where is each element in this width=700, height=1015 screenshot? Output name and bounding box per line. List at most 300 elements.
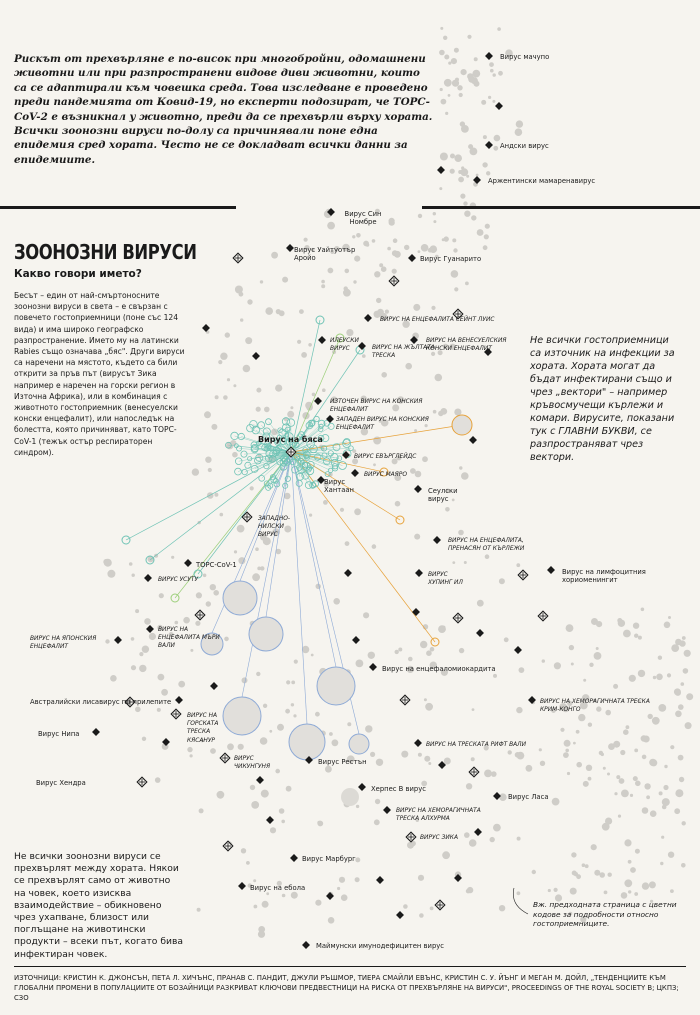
label-st-louis: ВИРУС НА ЕНЦЕФАЛИТА СЕЙНТ ЛУИС: [380, 317, 495, 323]
host-dot: [321, 284, 325, 288]
host-dot: [648, 714, 653, 719]
host-dot: [381, 266, 387, 272]
host-dot: [260, 737, 268, 745]
sources-credit: ИЗТОЧНИЦИ: КРИСТИН К. ДЖОНСЪН, ПЕТА Л. ХИЧЪНС, ПРАНАВ С. ПАНДИТ, ДЖУЛИ РЪШМОР, ТИЕРА СМАЙЛИ ЕВЪНС, КРИСТИН С. У. ЙЪНГ И МЕГАН М. ДОЙЛ, „ТЕНДЕНЦИИТЕ КЪМ ГЛОБАЛНИ ПРОМЕНИ В ПОПУЛАЦИИТЕ ОТ БОЗАЙНИЦИ РАЗКРИВАТ КЛЮЧОВИ ПРЕДВЕСТНИЦИ НА РИСКА ОТ ПРЕХВЪРЛЯНЕ НА ВИРУСИ", PROCEEDINGS OF THE ROYAL SOCIETY B; ЦКПЗ; СЗО: [14, 966, 686, 1003]
host-dot: [516, 563, 520, 567]
host-dot: [668, 616, 671, 619]
host-dot: [365, 725, 372, 732]
host-dot: [286, 680, 290, 684]
host-dot: [681, 682, 685, 686]
host-dot: [635, 849, 640, 854]
host-dot: [460, 194, 465, 199]
host-dot: [464, 832, 470, 838]
label-rvf: ВИРУС НА ТРЕСКАТА РИФТ ВАЛИ: [426, 742, 527, 748]
host-dot: [630, 794, 633, 797]
host-dot: [404, 245, 409, 250]
host-dot: [464, 561, 467, 564]
host-dot: [678, 755, 684, 761]
host-dot: [459, 466, 462, 469]
label-jev: ВИРУС НА ЯПОНСКИЯ ЕНЦЕФАЛИТ: [30, 636, 97, 651]
host-dot: [465, 282, 469, 286]
host-dot: [682, 821, 686, 825]
host-dot: [241, 848, 246, 853]
host-dot: [374, 819, 380, 825]
virus-marker: [383, 806, 391, 814]
virus-marker: [364, 314, 372, 322]
host-dot: [256, 388, 261, 393]
host-dot: [450, 169, 455, 174]
host-dot: [261, 790, 269, 798]
label-abl: Австралийски лисавирус по прилепите: [30, 698, 172, 706]
host-dot: [474, 57, 478, 61]
virus-marker: [376, 876, 384, 884]
host-dot: [178, 681, 185, 688]
host-dot: [493, 146, 498, 151]
host-dot: [457, 85, 462, 90]
host-dot: [618, 815, 621, 818]
host-dot: [619, 778, 625, 784]
virus-marker: [144, 574, 152, 582]
virus-marker: [326, 415, 334, 423]
host-dot: [458, 530, 464, 536]
host-dot: [413, 304, 420, 311]
host-dot: [190, 754, 193, 757]
host-dot: [445, 112, 448, 115]
host-node-large: [249, 617, 283, 651]
host-dot: [678, 704, 684, 710]
host-dot: [238, 744, 244, 750]
host-dot: [493, 73, 496, 76]
host-dot: [675, 711, 682, 718]
host-dot: [247, 299, 252, 304]
host-dot: [139, 652, 143, 656]
host-dot: [476, 174, 479, 177]
virus-marker: [352, 636, 360, 644]
host-dot: [366, 243, 370, 247]
virus-marker: [318, 336, 326, 344]
host-dot: [260, 280, 263, 283]
host-dot: [381, 372, 387, 378]
host-dot: [422, 456, 428, 462]
transmission-note: Не всички зоонозни вируси се прехвърлят между хората. Някои се прехвърлят само от животно на човек, което изисква взаимодействие – обикновено чрез ухапване, близост или поглъщане на животински продукти – всеки път, когато бива инфектиран човек.: [14, 851, 184, 960]
host-dot: [588, 777, 592, 781]
host-dot: [477, 600, 484, 607]
host-dot: [494, 135, 501, 142]
host-dot: [686, 693, 693, 700]
host-dot: [552, 798, 560, 806]
host-dot: [554, 662, 561, 669]
host-dot: [392, 250, 398, 256]
host-dot: [266, 892, 269, 895]
host-dot: [660, 862, 663, 865]
host-dot: [297, 340, 301, 344]
host-dot: [258, 931, 265, 938]
host-dot: [486, 171, 490, 175]
host-dot: [526, 765, 533, 772]
label-siv: Маймунски имунодефицитен вирус: [316, 942, 445, 950]
host-dot: [621, 892, 628, 899]
label-guanarito: Вирус Гуанарито: [420, 255, 482, 263]
host-edge: [242, 452, 291, 697]
host-dot: [252, 573, 260, 581]
host-dot: [588, 723, 592, 727]
label-seoul: Сеулски вирус: [428, 487, 458, 504]
host-dot: [504, 637, 509, 642]
host-dot: [131, 637, 135, 641]
host-dot: [355, 877, 360, 882]
host-dot: [594, 870, 600, 876]
virus-marker: [474, 828, 482, 836]
virus-marker: [290, 854, 298, 862]
host-dot: [571, 852, 576, 857]
host-dot: [347, 722, 351, 726]
host-dot: [431, 306, 435, 310]
host-dot: [332, 739, 339, 746]
host-dot: [308, 343, 312, 347]
host-dot: [454, 287, 458, 291]
host-dot: [414, 534, 420, 540]
host-dot: [454, 154, 462, 162]
host-dot: [206, 601, 211, 606]
host-dot: [256, 407, 261, 412]
host-dot: [142, 737, 146, 741]
host-dot: [634, 892, 638, 896]
host-dot: [363, 612, 369, 618]
host-dot: [435, 374, 443, 382]
host-dot: [539, 748, 542, 751]
host-dot: [345, 269, 350, 274]
host-dot: [343, 289, 351, 297]
virus-marker: [358, 783, 366, 791]
host-dot: [418, 753, 422, 757]
host-dot: [440, 408, 447, 415]
label-alkhurma: ВИРУС НА ХЕМОРАГИЧНАТА ТРЕСКА АЛХУРМА: [396, 808, 481, 823]
label-eee: ИЗТОЧЕН ВИРУС НА КОНСКИЯ ЕНЦЕФАЛИТ: [330, 399, 423, 414]
label-whitewater: Вирус Уайтуотър Аройо: [294, 246, 356, 263]
host-dot: [131, 665, 136, 670]
host-dot: [466, 783, 472, 789]
host-dot: [682, 636, 686, 640]
host-dot: [232, 452, 238, 458]
host-dot: [237, 525, 245, 533]
host-dot: [356, 805, 359, 808]
virus-marker: [396, 911, 404, 919]
host-dot: [395, 650, 399, 654]
host-dot: [490, 837, 495, 842]
host-dot: [211, 424, 217, 430]
label-usutu: ВИРУС УСУТУ: [158, 577, 199, 583]
host-dot: [613, 741, 620, 748]
host-dot: [214, 493, 218, 497]
host-dot: [340, 508, 344, 512]
host-dot: [315, 712, 320, 717]
host-dot: [223, 395, 228, 400]
host-dot: [407, 842, 414, 849]
host-dot: [571, 663, 574, 666]
host-dot: [401, 751, 408, 758]
host-dot: [302, 412, 309, 419]
label-chik: ВИРУС ЧИКУНГУНЯ: [234, 756, 271, 771]
host-dot: [440, 88, 443, 91]
label-west-nile: ЗАПАДНО-НИЛСКИ ВИРУС: [258, 516, 291, 539]
label-lassa: Вирус Ласа: [508, 793, 549, 801]
host-dot: [159, 593, 164, 598]
host-dot: [355, 857, 360, 862]
host-dot: [282, 894, 286, 898]
host-dot: [458, 170, 462, 174]
label-hendra: Вирус Хендра: [36, 779, 86, 787]
host-dot: [633, 776, 638, 781]
label-kfd: ВИРУС НА ГОРСКАТА ТРЕСКА КЯСАНУР: [187, 713, 219, 744]
host-dot: [467, 35, 471, 39]
host-dot: [385, 310, 389, 314]
host-dot: [405, 363, 412, 370]
host-dot: [443, 36, 447, 40]
host-dot: [620, 750, 625, 755]
label-emcv: Вирус на енцефаломиокардита: [382, 665, 496, 673]
host-dot: [199, 808, 204, 813]
host-dot: [629, 675, 636, 682]
host-dot: [250, 785, 255, 790]
host-dot: [589, 663, 593, 667]
host-dot: [565, 749, 569, 753]
host-dot: [210, 748, 216, 754]
host-dot: [204, 411, 211, 418]
host-dot: [642, 882, 649, 889]
host-dot: [144, 618, 151, 625]
virus-marker: [547, 566, 555, 574]
host-dot: [674, 808, 680, 814]
virus-marker: [514, 646, 522, 654]
label-machupo: Вирус мачупо: [500, 53, 550, 61]
host-dot: [243, 365, 251, 373]
host-dot: [670, 745, 674, 749]
host-dot: [492, 100, 495, 103]
host-dot: [499, 905, 505, 911]
host-dot: [663, 785, 668, 790]
host-dot: [375, 799, 380, 804]
host-dot: [618, 620, 625, 627]
host-dot: [256, 672, 260, 676]
host-dot: [644, 783, 650, 789]
host-dot: [532, 870, 536, 874]
host-dot: [240, 318, 243, 321]
host-dot: [316, 584, 321, 589]
host-dot: [499, 578, 505, 584]
host-dot: [643, 736, 650, 743]
host-dot: [633, 623, 639, 629]
host-dot: [675, 690, 681, 696]
host-dot: [345, 541, 350, 546]
host-dot: [265, 307, 273, 315]
host-dot: [444, 79, 452, 87]
host-dot: [488, 96, 491, 99]
host-dot: [207, 492, 214, 499]
host-dot: [563, 752, 569, 758]
host-node-large: [452, 415, 472, 435]
host-dot: [566, 624, 574, 632]
host-dot: [468, 144, 473, 149]
host-dot: [158, 674, 165, 681]
host-dot: [142, 646, 149, 653]
host-dot: [630, 867, 636, 873]
host-dot: [217, 791, 225, 799]
virus-marker: [302, 941, 310, 949]
host-dot: [430, 245, 438, 253]
host-dot: [472, 70, 480, 78]
virus-marker: [286, 244, 294, 252]
host-dot: [374, 271, 380, 277]
host-dot: [175, 621, 179, 625]
host-dot: [458, 177, 464, 183]
host-dot: [498, 71, 503, 76]
host-dot: [210, 584, 216, 590]
virus-marker: [414, 485, 422, 493]
host-dot: [516, 707, 522, 713]
host-dot: [614, 792, 617, 795]
host-dot: [311, 654, 314, 657]
host-dot: [155, 777, 161, 783]
host-dot: [433, 212, 436, 215]
label-andes: Андски вирус: [500, 142, 549, 150]
host-dot: [255, 547, 259, 551]
host-dot: [294, 660, 298, 664]
body-text: Бесът – един от най-смъртоносните зоонозни вируси в света – е свързан с повечето гостоприемници (поне със 124 вида) и има широко географско разпространение. Името му на латински Rabies също означава „бяс". Други вируси са наречени на мястото, където са били открити за пръв път (вирусът Зика например е наречен на горски регион в Източна Африка), или в комбинация с животното гостоприемник (венесуелски конски енцефалит), или напоследък на болестта, която причиняват, като ТОРС-CoV-1 (тежък остър респираторен синдром).: [14, 291, 185, 457]
host-dot: [572, 871, 577, 876]
virus-marker: [238, 882, 246, 890]
host-dot: [224, 637, 229, 642]
host-node: [231, 432, 238, 439]
host-dot: [661, 836, 664, 839]
host-dot: [327, 222, 335, 230]
host-dot: [379, 263, 383, 267]
host-dot: [471, 757, 475, 761]
host-dot: [461, 166, 464, 169]
host-dot: [392, 269, 397, 274]
host-node: [254, 457, 261, 464]
host-dot: [440, 153, 448, 161]
host-dot: [484, 234, 489, 239]
host-dot: [372, 239, 376, 243]
host-dot: [376, 298, 381, 303]
host-dot: [356, 660, 364, 668]
host-dot: [398, 648, 402, 652]
host-dot: [634, 634, 638, 638]
host-dot: [291, 703, 294, 706]
host-dot: [430, 647, 435, 652]
label-everglades: ВИРУС ЕВЪРГЛЕЙДС: [354, 454, 417, 460]
host-dot: [493, 674, 497, 678]
host-dot: [679, 777, 684, 782]
host-dot: [649, 759, 656, 766]
host-dot: [613, 684, 618, 689]
host-dot: [567, 772, 570, 775]
host-dot: [573, 742, 576, 745]
virus-marker: [433, 536, 441, 544]
host-dot: [408, 657, 413, 662]
virus-marker: [146, 625, 154, 633]
host-dot: [607, 773, 610, 776]
host-dot: [670, 889, 674, 893]
host-dot: [623, 729, 629, 735]
host-dot: [418, 875, 424, 881]
host-dot: [621, 790, 629, 798]
host-dot: [395, 501, 401, 507]
host-dot: [233, 384, 236, 387]
host-dot: [341, 894, 348, 901]
host-dot: [213, 590, 219, 596]
host-dot: [293, 714, 296, 717]
host-dot: [493, 824, 501, 832]
host-dot: [453, 248, 457, 252]
host-dot: [560, 728, 564, 732]
host-dot: [269, 730, 272, 733]
host-dot: [132, 574, 135, 577]
host-dot: [444, 236, 449, 241]
label-yellow-fever: ВИРУС НА ЖЪЛТАТА ТРЕСКА: [372, 345, 435, 360]
host-dot: [389, 220, 395, 226]
host-dot: [433, 220, 436, 223]
host-dot: [461, 125, 469, 133]
virus-marker: [351, 469, 359, 477]
section-subtitle: Какво говори името?: [14, 268, 142, 280]
host-dot: [246, 861, 250, 865]
host-dot: [301, 352, 307, 358]
host-node-large: [349, 734, 369, 754]
host-dot: [290, 406, 293, 409]
divider-right: [422, 206, 700, 209]
label-mayaro: ВИРУС МАЯРО: [364, 472, 407, 478]
host-dot: [135, 609, 139, 613]
host-dot: [325, 766, 332, 773]
host-dot: [652, 717, 660, 725]
divider-left: [0, 206, 236, 209]
host-dot: [634, 749, 638, 753]
host-dot: [578, 714, 585, 721]
host-dot: [599, 751, 603, 755]
host-dot: [203, 574, 207, 578]
host-dot: [424, 698, 427, 701]
host-dot: [227, 378, 230, 381]
label-rabies: Вирус на бяса: [258, 435, 323, 444]
vector-note: Не всички гостоприемници са източник на инфекции за хората. Хората могат да бъдат инфектирани също и чрез „вектори" – например кръвосмучещи кърлежи и комари. Вирусите, показани тук с ГЛАВНИ БУКВИ, се разпространяват чрез вектори.: [530, 335, 675, 463]
host-dot: [250, 486, 254, 490]
virus-marker: [210, 682, 218, 690]
host-dot: [583, 679, 586, 682]
host-dot: [329, 732, 333, 736]
host-dot: [110, 675, 117, 682]
host-dot: [312, 393, 316, 397]
host-node-large: [223, 581, 257, 615]
virus-marker: [314, 397, 322, 405]
host-dot: [469, 839, 477, 847]
host-dot: [461, 472, 469, 480]
host-dot: [430, 907, 434, 911]
host-dot: [139, 665, 146, 672]
host-dot: [628, 860, 632, 864]
virus-marker: [415, 569, 423, 577]
host-dot: [483, 135, 487, 139]
host-dot: [220, 513, 224, 517]
host-dot: [444, 758, 451, 765]
host-dot: [681, 863, 686, 868]
host-dot: [403, 904, 408, 909]
host-dot: [299, 309, 304, 314]
host-dot: [317, 821, 323, 827]
host-dot: [452, 238, 456, 242]
host-dot: [508, 750, 512, 754]
host-dot: [439, 50, 445, 56]
